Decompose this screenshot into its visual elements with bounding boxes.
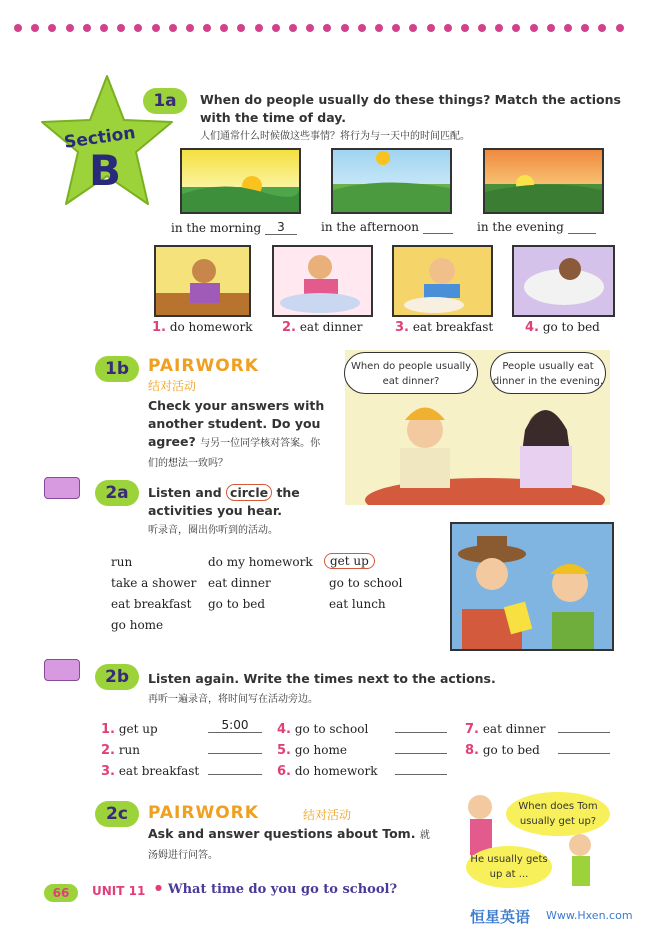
item-label: go home bbox=[294, 743, 347, 757]
instruction-1b-cn: 与另一位同学核对答案。你们的想法一致吗？ bbox=[148, 438, 321, 469]
time-label: in the evening bbox=[477, 220, 564, 234]
border-dot bbox=[392, 24, 400, 32]
item-label: eat breakfast bbox=[118, 764, 200, 778]
action-number: 2. bbox=[282, 320, 296, 335]
border-dot bbox=[358, 24, 366, 32]
border-dot bbox=[547, 24, 555, 32]
badge-1b: 1b bbox=[95, 356, 139, 382]
action-number: 3. bbox=[395, 320, 409, 335]
go-to-bed-picture bbox=[512, 245, 615, 317]
speech-bubble-right: People usually eat dinner in the evening. bbox=[490, 352, 606, 394]
border-dot bbox=[66, 24, 74, 32]
border-dot bbox=[581, 24, 589, 32]
activity-word[interactable]: take a shower bbox=[111, 576, 197, 590]
time-item-afternoon bbox=[321, 220, 453, 234]
border-dot bbox=[306, 24, 314, 32]
time-answer-field[interactable] bbox=[208, 753, 262, 754]
badge-2a: 2a bbox=[95, 480, 139, 506]
activity-word[interactable]: eat breakfast bbox=[111, 597, 192, 611]
time-row bbox=[277, 764, 377, 779]
watermark-cn: 恒星英语 bbox=[470, 908, 531, 926]
instruction-2c-cn: 就汤姆进行问答。 bbox=[148, 830, 430, 861]
answer-field[interactable] bbox=[423, 233, 453, 234]
pairwork-title-cn: 结对活动 bbox=[148, 379, 197, 393]
item-number: 4. bbox=[277, 722, 291, 737]
item-number: 2. bbox=[101, 743, 115, 758]
interview-picture bbox=[450, 522, 614, 651]
border-dot bbox=[14, 24, 22, 32]
item-number: 3. bbox=[101, 764, 115, 779]
time-row bbox=[465, 722, 546, 737]
watermark-url: Www.Hxen.com bbox=[546, 909, 633, 922]
morning-landscape-picture bbox=[180, 148, 301, 214]
instruction-1a: When do people usually do these things? Match the actions with the time of day. bbox=[200, 92, 621, 125]
do-homework-picture bbox=[154, 245, 251, 317]
instruction-2c bbox=[148, 825, 438, 865]
speech-bubble-left: When do people usually eat dinner? bbox=[344, 352, 478, 394]
footer-unit: UNIT 11 bbox=[92, 884, 146, 898]
activity-word[interactable]: eat dinner bbox=[208, 576, 271, 590]
activity-word[interactable]: run bbox=[111, 555, 133, 569]
action-number: 4. bbox=[525, 320, 539, 335]
border-dot bbox=[186, 24, 194, 32]
border-dot bbox=[289, 24, 297, 32]
time-row bbox=[465, 743, 540, 758]
time-row bbox=[101, 743, 140, 758]
item-label: go to school bbox=[294, 722, 369, 736]
time-answer-field[interactable]: 5:00 bbox=[208, 718, 262, 733]
speech-bubble-top: When does Tom usually get up? bbox=[506, 792, 610, 836]
border-dot bbox=[444, 24, 452, 32]
border-dot bbox=[48, 24, 56, 32]
instruction-1b-text: Check your answers with another student. Do you agree? bbox=[148, 398, 325, 449]
instruction-2b-cn: 再听一遍录音，将时间写在活动旁边。 bbox=[148, 694, 318, 705]
border-dot bbox=[598, 24, 606, 32]
instruction-2a bbox=[148, 484, 328, 520]
footer-bullet: ● bbox=[155, 883, 162, 892]
time-row bbox=[277, 722, 368, 737]
item-label: get up bbox=[118, 722, 158, 736]
time-row bbox=[101, 764, 199, 779]
action-item bbox=[152, 320, 252, 335]
border-dot bbox=[341, 24, 349, 32]
border-dot bbox=[375, 24, 383, 32]
section-word: Section bbox=[62, 123, 137, 153]
time-row bbox=[101, 722, 158, 737]
action-item bbox=[525, 320, 600, 335]
answer-field[interactable] bbox=[568, 233, 596, 234]
item-label: eat dinner bbox=[482, 722, 546, 736]
item-number: 7. bbox=[465, 722, 479, 737]
instruction-1b bbox=[148, 397, 330, 473]
border-dot bbox=[564, 24, 572, 32]
border-dot bbox=[478, 24, 486, 32]
time-answer-field[interactable] bbox=[395, 732, 447, 733]
action-label: go to bed bbox=[542, 320, 600, 334]
border-dot bbox=[203, 24, 211, 32]
item-label: run bbox=[118, 743, 141, 757]
action-label: eat dinner bbox=[299, 320, 363, 334]
activity-word-circled[interactable]: get up bbox=[324, 553, 375, 569]
item-number: 6. bbox=[277, 764, 291, 779]
border-dot bbox=[512, 24, 520, 32]
border-dot bbox=[272, 24, 280, 32]
activity-word[interactable]: do my homework bbox=[208, 555, 313, 569]
time-answer-field[interactable] bbox=[395, 774, 447, 775]
border-dot bbox=[461, 24, 469, 32]
answer-field[interactable]: 3 bbox=[265, 220, 297, 235]
pairwork-title: PAIRWORK bbox=[148, 803, 259, 823]
border-dot bbox=[237, 24, 245, 32]
time-label: in the afternoon bbox=[321, 220, 420, 234]
border-dot bbox=[495, 24, 503, 32]
pairwork-title: PAIRWORK bbox=[148, 356, 259, 376]
instruction-2b: Listen again. Write the times next to the actions. bbox=[148, 671, 496, 686]
eat-dinner-picture bbox=[272, 245, 373, 317]
time-answer-field[interactable] bbox=[208, 774, 262, 775]
time-label: in the morning bbox=[171, 221, 262, 235]
border-dot bbox=[134, 24, 142, 32]
action-number: 1. bbox=[152, 320, 166, 335]
instruction-2a-cn: 听录音，圈出你听到的活动。 bbox=[148, 525, 278, 536]
pairwork-title-cn: 结对活动 bbox=[303, 808, 352, 822]
border-dot bbox=[169, 24, 177, 32]
footer-unit-title: What time do you go to school? bbox=[168, 882, 398, 897]
item-number: 1. bbox=[101, 722, 115, 737]
border-dot bbox=[100, 24, 108, 32]
border-dot bbox=[83, 24, 91, 32]
speech-bubble-bottom: He usually gets up at ... bbox=[466, 846, 552, 888]
item-number: 8. bbox=[465, 743, 479, 758]
time-item-evening bbox=[477, 220, 596, 234]
item-number: 5. bbox=[277, 743, 291, 758]
border-dot bbox=[152, 24, 160, 32]
time-answer-field[interactable] bbox=[395, 753, 447, 754]
time-answer-field[interactable] bbox=[558, 732, 610, 733]
cassette-icon bbox=[44, 659, 80, 681]
action-item bbox=[395, 320, 493, 335]
instruction-2a-circle-word: circle bbox=[226, 484, 272, 501]
instruction-2a-post: the activities you hear. bbox=[148, 485, 300, 518]
border-dot bbox=[117, 24, 125, 32]
activity-word[interactable]: go home bbox=[111, 618, 164, 632]
border-dot bbox=[616, 24, 624, 32]
page-number: 66 bbox=[44, 884, 78, 902]
activity-word[interactable]: go to school bbox=[329, 576, 403, 590]
top-dot-border bbox=[14, 24, 644, 36]
cassette-icon bbox=[44, 477, 80, 499]
action-label: eat breakfast bbox=[412, 320, 494, 334]
border-dot bbox=[323, 24, 331, 32]
section-letter: B bbox=[89, 146, 122, 195]
time-row bbox=[277, 743, 347, 758]
border-dot bbox=[409, 24, 417, 32]
border-dot bbox=[255, 24, 263, 32]
instruction-2a-pre: Listen and bbox=[148, 485, 222, 500]
activity-word[interactable]: eat lunch bbox=[329, 597, 386, 611]
border-dot bbox=[427, 24, 435, 32]
time-item-morning bbox=[171, 220, 297, 235]
border-dot bbox=[530, 24, 538, 32]
instruction-1a-cn: 人们通常什么时候做这些事情？将行为与一天中的时间匹配。 bbox=[200, 131, 470, 142]
action-item bbox=[282, 320, 363, 335]
border-dot bbox=[31, 24, 39, 32]
item-label: do homework bbox=[294, 764, 378, 778]
badge-1a: 1a bbox=[143, 88, 187, 114]
border-dot bbox=[220, 24, 228, 32]
afternoon-landscape-picture bbox=[331, 148, 452, 214]
badge-2b: 2b bbox=[95, 664, 139, 690]
item-label: go to bed bbox=[482, 743, 540, 757]
activity-word[interactable]: go to bed bbox=[208, 597, 266, 611]
badge-2c: 2c bbox=[95, 801, 139, 827]
instruction-2c-text: Ask and answer questions about Tom. bbox=[148, 826, 416, 841]
action-label: do homework bbox=[169, 320, 253, 334]
eat-breakfast-picture bbox=[392, 245, 493, 317]
evening-landscape-picture bbox=[483, 148, 604, 214]
time-answer-field[interactable] bbox=[558, 753, 610, 754]
